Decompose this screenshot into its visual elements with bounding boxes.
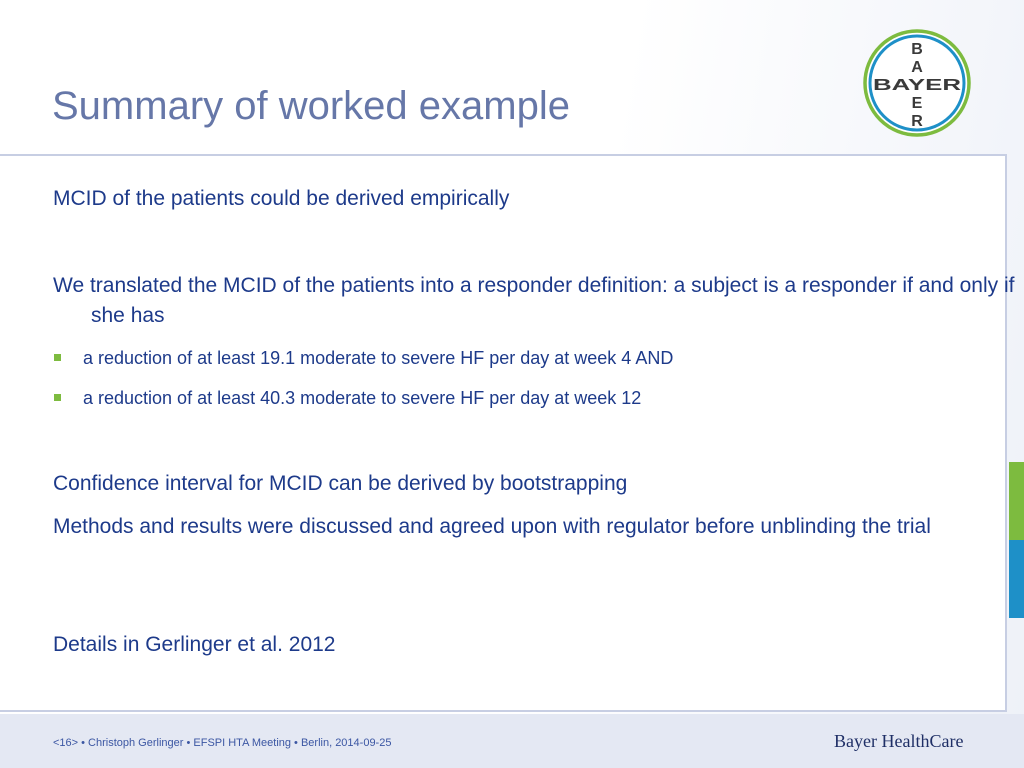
accent-bar-blue	[1009, 540, 1024, 618]
svg-text:BAYER: BAYER	[873, 77, 962, 94]
svg-text:B: B	[911, 41, 923, 58]
paragraph-confidence-interval: Confidence interval for MCID can be derived by bootstrapping	[53, 472, 628, 495]
footer-info: <16> • Christoph Gerlinger • EFSPI HTA Meeting • Berlin, 2014-09-25	[53, 737, 392, 749]
slide-title: Summary of worked example	[52, 84, 570, 128]
bullet-item-week-4	[53, 346, 673, 370]
paragraph-details-reference: Details in Gerlinger et al. 2012	[53, 633, 336, 656]
bullet-square-icon	[54, 354, 61, 361]
paragraph-mcid-derived: MCID of the patients could be derived empirically	[53, 187, 510, 210]
brand-wordmark: Bayer HealthCare	[834, 731, 964, 751]
svg-text:E: E	[911, 95, 923, 112]
paragraph-methods-agreed: Methods and results were discussed and agreed upon with regulator before unblinding the trial	[53, 515, 931, 538]
bayer-cross-logo	[862, 28, 972, 138]
svg-text:R: R	[911, 113, 923, 130]
paragraph-responder-definition: We translated the MCID of the patients into a responder definition: a subject is a responder if and only if she has	[53, 274, 1015, 327]
accent-bar-green	[1009, 462, 1024, 540]
content-panel	[0, 154, 1007, 712]
bullet-text: a reduction of at least 40.3 moderate to severe HF per day at week 12	[83, 388, 642, 408]
bullet-text: a reduction of at least 19.1 moderate to severe HF per day at week 4 AND	[83, 348, 674, 368]
svg-text:A: A	[911, 59, 923, 76]
bullet-square-icon	[54, 394, 61, 401]
bullet-item-week-12	[53, 386, 641, 410]
